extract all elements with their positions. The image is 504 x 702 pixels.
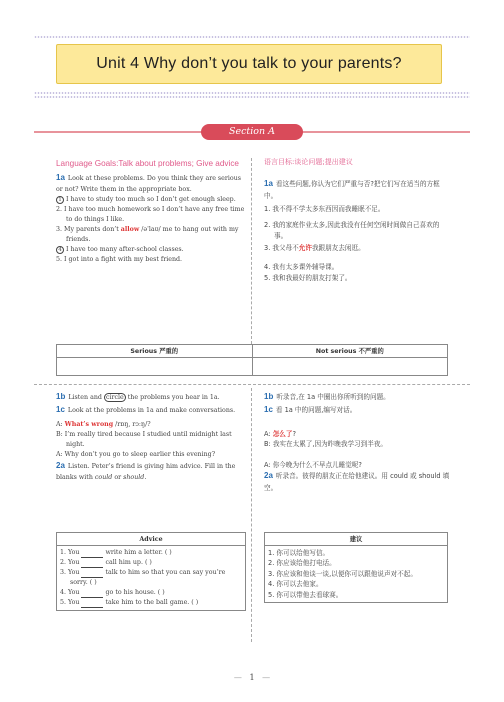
advice-item-cn: 5. 你可以带他去看球赛。	[268, 590, 343, 599]
unit-title: Unit 4 Why don’t you talk to your parents?	[96, 55, 402, 73]
left-column-top	[56, 158, 246, 265]
serious-table	[56, 344, 448, 376]
exercise-1a-instruction: 1a Look at these problems. Do you think they are serious or not? Write them in the appropriate box.	[56, 173, 241, 193]
problem-item: 3. My parents don’t allow /əˈlaʊ/ me to hang out with my friends.	[56, 226, 239, 244]
column-divider-top	[251, 158, 252, 344]
problem-item-cn: 3. 我父母不允许我跟朋友去闲逛。	[264, 244, 365, 253]
problem-item: 5. I got into a fight with my best friend.	[56, 256, 183, 264]
exercise-1b-instruction: 1b Listen and circle the problems you hear in 1a.	[56, 392, 220, 401]
problem-item-cn: 1. 我不得不学太多东西因而我睡眠不足。	[264, 204, 385, 213]
left-column-bottom	[56, 391, 246, 483]
bottom-dotted-border	[34, 92, 470, 94]
exercise-tag: 1a	[56, 173, 65, 183]
section-divider	[34, 384, 470, 385]
conversation-line: A: What’s wrong /rɒŋ, rɔːŋ/?	[56, 420, 151, 428]
exercise-1c-instruction-cn: 1c 看 1a 中的问题,编写对话。	[264, 404, 357, 414]
page-number: 1	[249, 673, 255, 682]
answer-blank[interactable]	[81, 602, 103, 608]
keyword-allow: allow	[120, 226, 140, 234]
column-divider-bottom	[251, 388, 252, 642]
answer-blank[interactable]	[81, 562, 103, 568]
problem-item-cn: 5. 我和我最好的朋友打架了。	[264, 273, 352, 282]
section-header	[34, 124, 470, 140]
circled-word: circle	[105, 394, 124, 401]
advice-table-cn	[264, 532, 448, 603]
language-goals: Language Goals:Talk about problems; Give advice	[56, 159, 239, 168]
advice-item: 1. You write him a letter. ( )	[60, 548, 242, 558]
advice-header: Advice	[57, 533, 246, 546]
advice-item-cn: 1. 你可以给他写信。	[268, 548, 330, 557]
problem-item: 1 I have to study too much so I don’t get enough sleep.	[56, 195, 246, 205]
serious-box[interactable]	[57, 358, 253, 376]
serious-header: Serious 严重的	[57, 345, 253, 358]
advice-cell-cn	[265, 546, 448, 603]
exercise-1a-instruction-cn: 1a 看这些问题,你认为它们严重与否?把它们写在适当的方框中。	[264, 179, 440, 201]
conversation-line: B: I’m really tired because I studied until midnight last night.	[56, 430, 232, 448]
top-dotted-border	[34, 36, 470, 38]
answer-blank[interactable]	[81, 572, 103, 578]
conversation-line-cn: A: 你今晚为什么不早点儿睡觉呢?	[264, 460, 362, 469]
right-column-bottom	[264, 391, 450, 494]
advice-item-cn: 4. 你可以去他家。	[268, 580, 323, 589]
unit-title-banner	[56, 44, 442, 84]
conversation-line-cn: A: 怎么了?	[264, 429, 296, 438]
exercise-2a-instruction: 2a Listen. Peter’s friend is giving him advice. Fill in the blanks with could or should.	[56, 460, 236, 481]
circled-number: 1	[56, 196, 64, 204]
right-column-top	[264, 158, 450, 283]
not-serious-box[interactable]	[252, 358, 448, 376]
exercise-2a-instruction-cn: 2a 听录音。彼得的朋友正在给他建议。用 could 或 should 填空。	[264, 471, 450, 493]
circled-number: 4	[56, 246, 64, 254]
problem-item: 2. I have too much homework so I don’t have any free time to do things I like.	[56, 205, 245, 224]
page-footer: — 1 —	[233, 673, 271, 682]
section-label: Section A	[201, 124, 303, 140]
advice-item-cn: 2. 你应该给他打电话。	[268, 559, 336, 568]
problem-item: 4 I have too many after-school classes.	[56, 245, 246, 255]
conversation-line-cn: B: 我实在太累了,因为昨晚我学习到半夜。	[264, 440, 388, 449]
advice-item: 4. You go to his house. ( )	[60, 588, 242, 598]
advice-item: 2. You call him up. ( )	[60, 558, 242, 568]
answer-blank[interactable]	[81, 552, 103, 558]
exercise-1c-instruction: 1c Look at the problems in 1a and make conversations.	[56, 404, 236, 414]
language-goals-cn: 语言目标:谈论问题;提出建议	[264, 158, 353, 166]
exercise-1b-instruction-cn: 1b 听录音,在 1a 中圈出你所听到的问题。	[264, 392, 390, 401]
problem-item-cn: 4. 我有太多课外辅导课。	[264, 262, 339, 271]
bottom-dotted-border-2	[34, 96, 470, 98]
advice-item: 5. You take him to the ball game. ( )	[60, 598, 242, 608]
advice-header-cn: 建议	[265, 533, 448, 546]
problem-item-cn: 2. 我的家庭作业太多,因此我没有任何空闲时间做自己喜欢的事。	[264, 221, 440, 240]
advice-cell	[57, 546, 246, 610]
conversation-line: A: Why don’t you go to sleep earlier this evening?	[56, 450, 216, 458]
not-serious-header: Not serious 不严重的	[252, 345, 448, 358]
advice-table	[56, 532, 246, 611]
advice-item: 3. You talk to him so that you can say you’re sorry. ( )	[60, 568, 226, 586]
keyword-whats-wrong: What’s wrong	[64, 420, 114, 428]
advice-item-cn: 3. 你应该和他谈一谈,以便你可以跟他说声对不起。	[268, 569, 417, 578]
